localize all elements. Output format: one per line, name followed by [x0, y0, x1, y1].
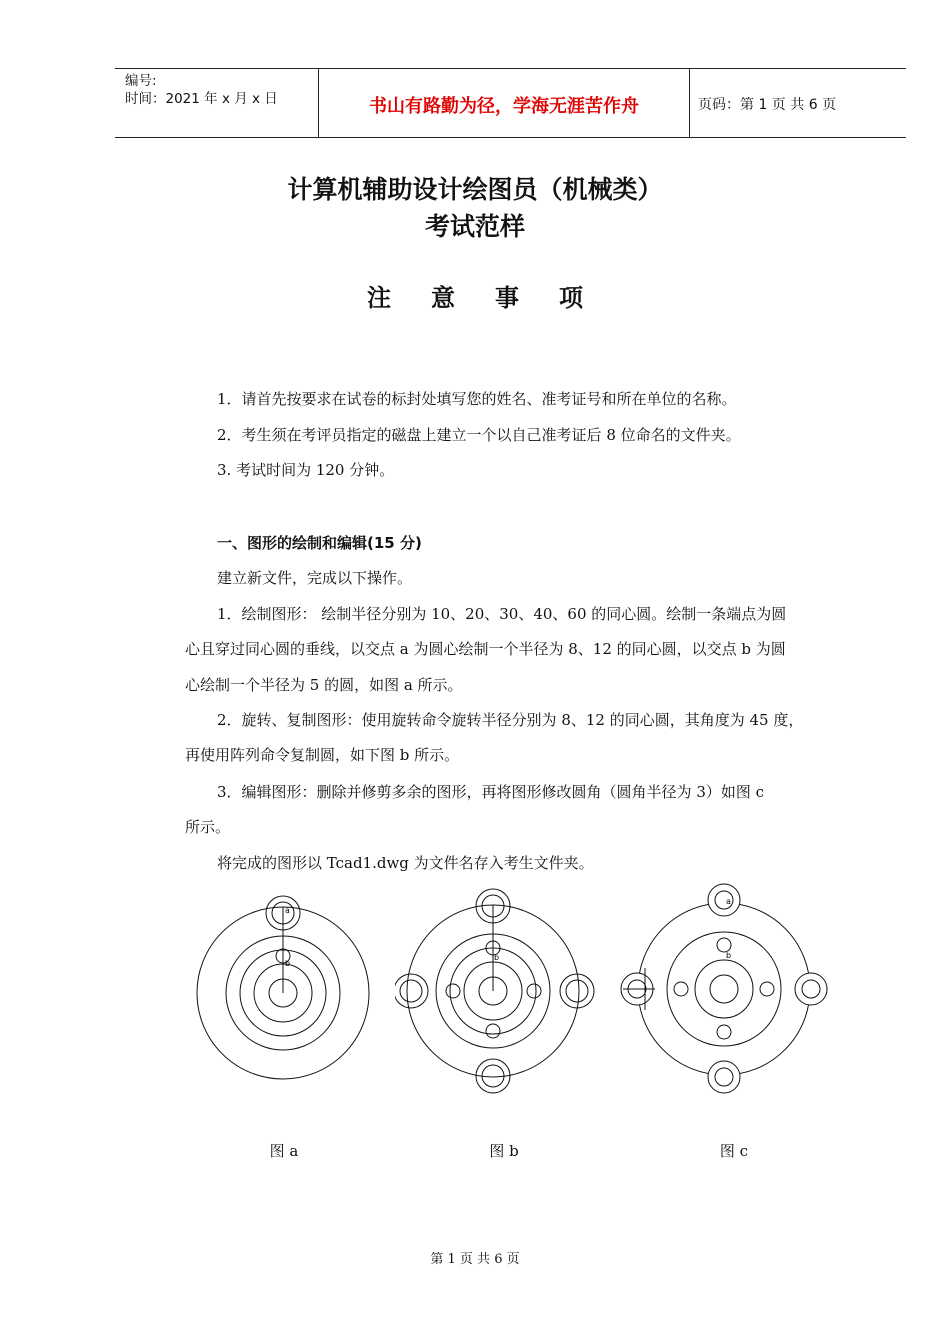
step3-line1: 3．编辑图形：删除并修剪多余的图形，再将图形修改圆角（圆角半径为 3）如图 c	[217, 783, 765, 801]
step2-line1: 2．旋转、复制图形：使用旋转命令旋转半径分别为 8、12 的同心圆，其角度为 45 度，	[217, 711, 804, 729]
motto: 书山有路勤为径，学海无涯苦作舟	[318, 69, 690, 137]
step1-line3: 心绘制一个半径为 5 的圆，如图 a 所示。	[185, 676, 463, 694]
fig-b-point-b: b	[494, 953, 500, 962]
section1-heading: 一、图形的绘制和编辑(15 分)	[217, 534, 422, 552]
header-table	[115, 68, 906, 138]
time-label: 时间：2021 年 x 月 x 日	[125, 91, 278, 107]
figure-b	[395, 880, 595, 1100]
step3-line2: 所示。	[185, 818, 231, 836]
step1-line1: 1．绘制图形： 绘制半径分别为 10、20、30、40、60 的同心圆。绘制一条端点为圆	[217, 605, 787, 623]
fig-a-point-a: a	[285, 906, 290, 915]
fig-c-point-b: b	[726, 951, 732, 960]
rule-1: 1．请首先按要求在试卷的标封处填写您的姓名、准考证号和所在单位的名称。	[217, 390, 737, 408]
doc-title: 计算机辅助设计绘图员（机械类）	[287, 175, 663, 204]
caption-fig-b: 图 b	[489, 1142, 519, 1160]
page-footer: 第 1 页 共 6 页	[430, 1252, 520, 1267]
fig-a-point-b: b	[285, 959, 291, 968]
number-label: 编号:	[125, 73, 157, 89]
doc-subtitle: 考试范样	[424, 212, 525, 241]
rule-3: 3. 考试时间为 120 分钟。	[217, 461, 395, 479]
fig-c-point-a: a	[726, 897, 731, 906]
figure-c	[618, 880, 833, 1100]
step1-line2: 心且穿过同心圆的垂线，以交点 a 为圆心绘制一个半径为 8、12 的同心圆，以交点 b 为圆	[185, 640, 786, 658]
section1-intro: 建立新文件，完成以下操作。	[217, 569, 413, 587]
figure-a	[190, 880, 380, 1100]
caption-fig-a: 图 a	[269, 1142, 299, 1160]
step2-line2: 再使用阵列命令复制圆，如下图 b 所示。	[185, 746, 460, 764]
page-info: 页码：第 1 页 共 6 页	[698, 97, 837, 113]
header-meta	[115, 69, 318, 137]
rule-2: 2．考生须在考评员指定的磁盘上建立一个以自己准考证后 8 位命名的文件夹。	[217, 426, 741, 444]
caption-fig-c: 图 c	[719, 1142, 749, 1160]
notice-heading: 注意事项	[367, 284, 623, 312]
save-note: 将完成的图形以 Tcad1.dwg 为文件名存入考生文件夹。	[217, 854, 594, 872]
